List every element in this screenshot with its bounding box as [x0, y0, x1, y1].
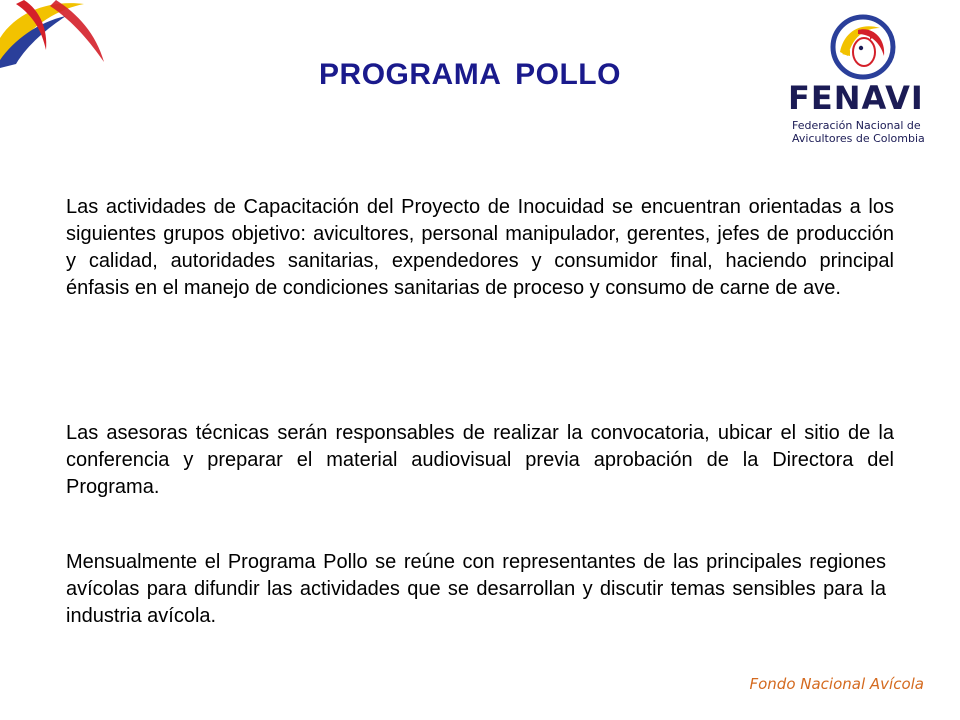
logo-subtitle [792, 119, 942, 145]
logo-wordmark: FENAVI [788, 79, 924, 117]
paragraph-capacitacion: Las actividades de Capacitación del Proyecto de Inocuidad se encuentran orientadas a los siguientes grupos objetivo: avicultores, personal manipulador, gerentes, jefes de producción y calidad, autoridades sanitarias, expendedores y consumidor final, haciendo principal énfasis en el manejo de condiciones sanitarias de proceso y consumo de carne de ave. [66, 196, 894, 299]
logo-subtitle-line1: Federación Nacional de [792, 119, 921, 132]
fenavi-logo [788, 12, 938, 152]
logo-subtitle-line2: Avicultores de Colombia [792, 132, 925, 145]
paragraph-mensualmente: Mensualmente el Programa Pollo se reúne con representantes de las principales regiones avícolas para difundir las actividades que se desarrollan y discutir temas sensibles para la industria avícola. [66, 551, 886, 627]
fenavi-bird-logo [828, 12, 898, 82]
paragraph-asesoras: Las asesoras técnicas serán responsables de realizar la convocatoria, ubicar el sitio de la conferencia y preparar el material audiovisual previa aprobación de la Directora del Programa. [66, 422, 894, 498]
slide-title: PROGRAMA POLLO [319, 58, 621, 91]
footer-fondo-nacional: Fondo Nacional Avícola [749, 675, 924, 693]
